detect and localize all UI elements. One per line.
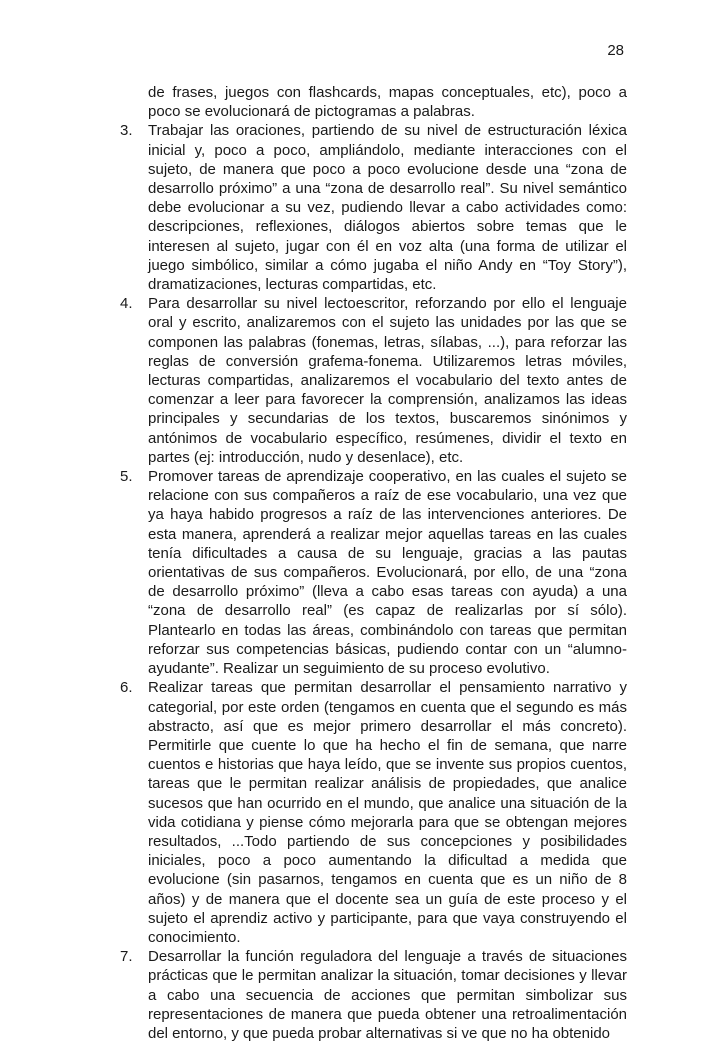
list-item xyxy=(120,678,627,947)
list-item-number: 7. xyxy=(120,948,133,966)
list-item-text: Para desarrollar su nivel lectoescritor, reforzando por ello el lenguaje oral y escrito, analizaremos con el sujeto las unidades por las que se componen las palabras (fonemas, letras, sílabas, ...), para reforzar las reglas de conversión grafema-fonema. Utilizaremos letras móviles, lecturas compartidas, analizaremos el vocabulario del texto antes de comenzar a leer para favorecer la comprensión, analizamos las ideas principales y secundarias de los textos, buscaremos sinónimos y antónimos de vocabulario específico, resúmenes, dividir el texto en partes (ej: introducción, nudo y desenlace), etc. xyxy=(148,295,627,466)
list-item xyxy=(120,121,627,294)
list-item-number: 3. xyxy=(120,122,133,140)
list-item xyxy=(120,294,627,467)
document-body xyxy=(120,83,627,1043)
list-item-text: Realizar tareas que permitan desarrollar el pensamiento narrativo y categorial, por este orden (tengamos en cuenta que el segundo es más abstracto, así que es mejor primero desarrollar el más concreto). Permitirle que cuente lo que ha hecho el fin de semana, que narre cuentos e historias que haya leído, que se invente sus propios cuentos, tareas que le permitan realizar análisis de propiedades, que analice sucesos que han ocurrido en el mundo, que analice una situación de la vida cotidiana y piense cómo mejorarla para que se obtengan mejores resultados, ...Todo partiendo de sus concepciones y posibilidades iniciales, poco a poco aumentando la dificultad a medida que evolucione (sin pasarnos, tengamos en cuenta que es un niño de 8 años) y de manera que el docente sea un guía de este proceso y el sujeto el aprendiz activo y participante, para que vaya construyendo el conocimiento. xyxy=(148,679,627,946)
list-item-text: Desarrollar la función reguladora del lenguaje a través de situaciones prácticas que le permitan analizar la situación, tomar decisiones y llevar a cabo una secuencia de acciones que permitan simbolizar sus representaciones de manera que pueda obtener una retroalimentación del entorno, y que pueda probar alternativas si ve que no ha obtenido xyxy=(148,948,627,1042)
page-number: 28 xyxy=(607,42,624,59)
list-item-text: Trabajar las oraciones, partiendo de su nivel de estructuración léxica inicial y, poco a poco, ampliándolo, mediante interacciones con el sujeto, de manera que poco a poco evolucione desde una “zona de desarrollo próximo” a una “zona de desarrollo real”. Su nivel semántico debe evolucionar a su vez, pudiendo llevar a cabo actividades como: descripciones, reflexiones, diálogos abiertos sobre temas que le interesen al sujeto, jugar con él en voz alta (una forma de utilizar el juego simbólico, similar a cómo jugaba el niño Andy en “Toy Story”), dramatizaciones, lecturas compartidas, etc. xyxy=(148,122,627,294)
list-item xyxy=(120,947,627,1043)
list-item xyxy=(120,467,627,678)
list-item-text: Promover tareas de aprendizaje cooperativo, en las cuales el sujeto se relacione con sus compañeros a raíz de ese vocabulario, una vez que ya haya habido progresos a raíz de las intervenciones anteriores. De esta manera, aprenderá a realizar mejor aquellas tareas en las cuales tenía dificultades a causa de su lenguaje, gracias a las pautas orientativas de sus compañeros. Evolucionará, por ello, de una “zona de desarrollo próximo” (lleva a cabo esas tareas con ayuda) a una “zona de desarrollo real” (es capaz de realizarlas por sí sólo). Plantearlo en todas las áreas, combinándolo con tareas que permitan reforzar sus competencias básicas, pudiendo contar con un “alumno-ayudante”. Realizar un seguimiento de su proceso evolutivo. xyxy=(148,468,627,678)
list-item-number: 5. xyxy=(120,468,133,486)
list-item-number: 6. xyxy=(120,679,133,697)
numbered-list xyxy=(120,121,627,1043)
continuation-paragraph: de frases, juegos con flashcards, mapas conceptuales, etc), poco a poco se evolucionará de pictogramas a palabras. xyxy=(148,84,627,121)
list-item-number: 4. xyxy=(120,295,133,313)
